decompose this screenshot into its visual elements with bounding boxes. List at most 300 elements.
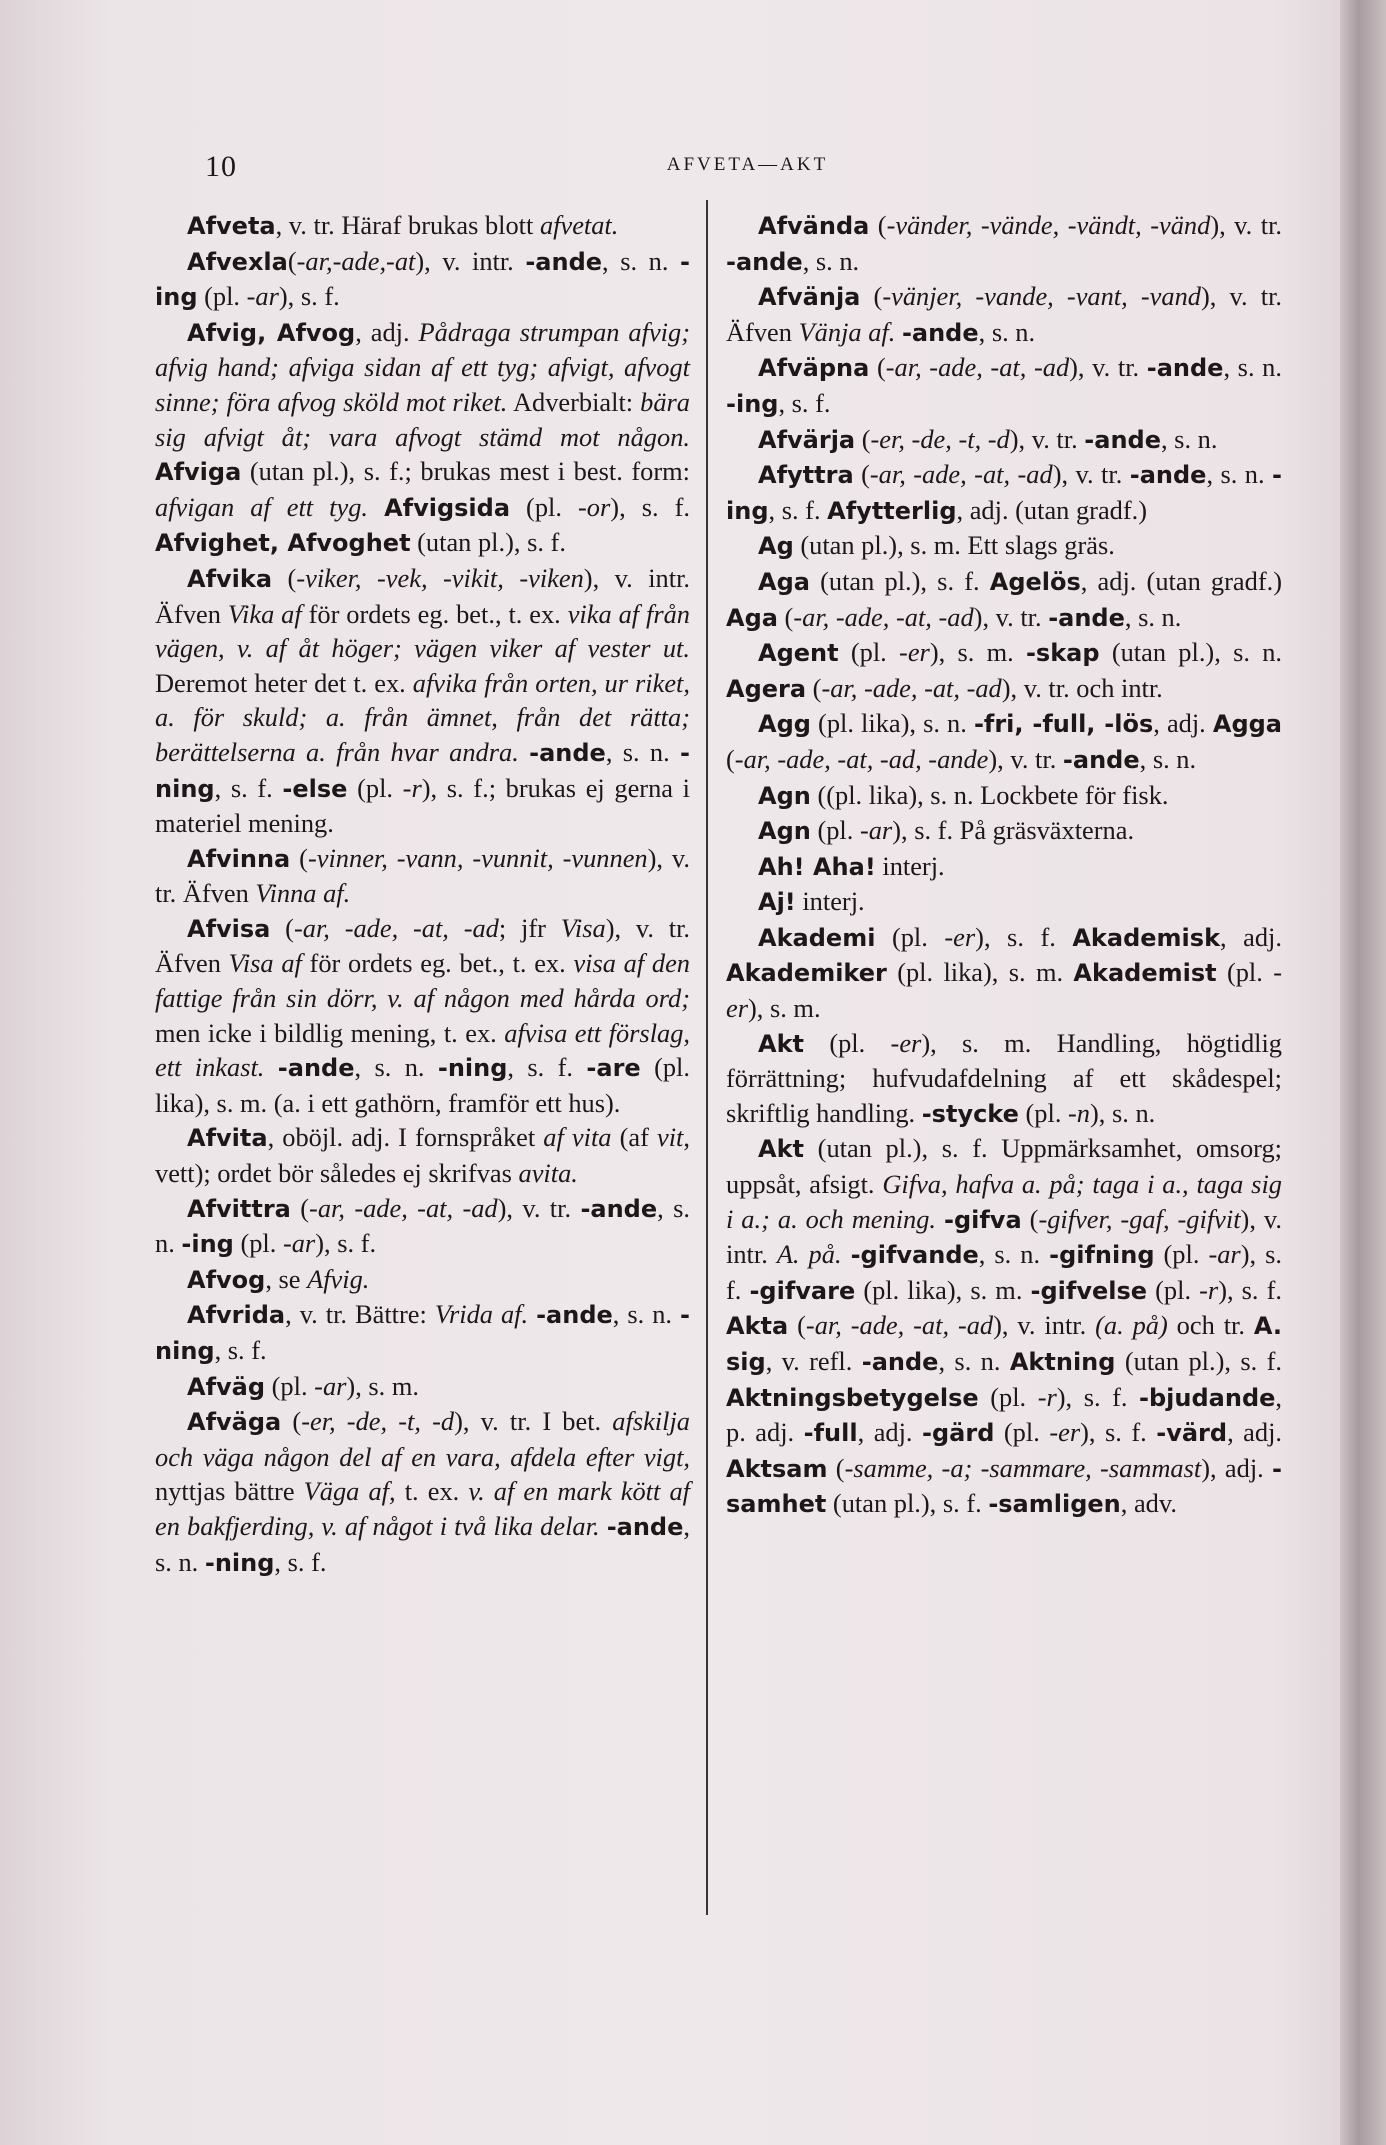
entry-text: , adj. xyxy=(1220,921,1282,952)
italic-text: -r xyxy=(1037,1381,1057,1412)
entry-text: (pl. xyxy=(875,921,945,952)
entry-text xyxy=(264,1052,277,1082)
entry-text: ), s. f. xyxy=(315,1228,377,1259)
headword: Aktning xyxy=(1009,1348,1116,1376)
entry-text xyxy=(368,492,384,522)
headword: Afveta xyxy=(187,212,276,240)
headword: -ande xyxy=(1084,425,1161,454)
entry-text: , s. f. xyxy=(214,772,283,803)
entry-text: , s. n. xyxy=(354,1052,438,1083)
dictionary-entry xyxy=(726,457,1282,528)
headword: Afvärja xyxy=(758,425,856,454)
entry-text: ; jfr xyxy=(498,912,561,943)
headword: -ning xyxy=(155,1301,690,1365)
entry-text: ( xyxy=(855,423,871,454)
italic-text: -er, -de, -t, -d xyxy=(301,1406,455,1437)
italic-text: -ar, -ade, -at, -ad xyxy=(821,672,1002,703)
entry-text: ( xyxy=(869,352,886,383)
headword: -ande xyxy=(1048,603,1125,632)
entry-text: ( xyxy=(806,672,822,703)
entry-text: ), v. tr. och intr. xyxy=(1001,672,1163,703)
entry-text: , s. n. xyxy=(1160,423,1218,454)
entry-text: t. ex. xyxy=(395,1476,469,1507)
page-edge-shadow xyxy=(1340,0,1386,2145)
entry-text: , adj. (utan gradf.) xyxy=(1080,565,1282,596)
entry-text: (utan pl.), s. f. xyxy=(410,527,566,558)
entry-text: , s. f. xyxy=(507,1052,587,1083)
italic-text: -ar, -ade, -at, -ad xyxy=(293,912,499,943)
dictionary-entry xyxy=(155,1262,690,1298)
entry-text: (pl. lika), s. m. xyxy=(855,1274,1031,1305)
dictionary-entry xyxy=(726,849,1282,885)
headword: Akta xyxy=(726,1312,789,1341)
entry-text: ), v. tr. Äfven xyxy=(155,912,691,979)
headword: Agelös xyxy=(989,567,1081,596)
entry-text: ( xyxy=(287,245,297,276)
entry-text: (pl. xyxy=(1154,1239,1209,1270)
entry-text: , s. n. xyxy=(938,1346,1010,1376)
headword: Aga xyxy=(726,603,778,632)
italic-text: -n xyxy=(1068,1097,1090,1128)
dictionary-entry xyxy=(726,528,1282,564)
entry-text: ), v. tr. xyxy=(988,743,1063,774)
entry-text: ), v. tr. xyxy=(973,601,1049,632)
headword: A. sig xyxy=(726,1312,1283,1376)
dictionary-entry xyxy=(726,706,1282,777)
headword: Aga xyxy=(758,567,810,596)
headword: -ing xyxy=(155,247,690,312)
italic-text: -ar, -ade, -at, -ad xyxy=(805,1310,994,1341)
dictionary-entry xyxy=(155,1404,690,1580)
italic-text: -er xyxy=(944,921,976,952)
entry-text: (utan pl.), s. f.; brukas mest i best. form: xyxy=(241,456,690,487)
headword: -gifvare xyxy=(749,1276,856,1305)
italic-text: -er xyxy=(890,1027,922,1058)
entry-text: (af xyxy=(611,1122,657,1153)
headword: Agga xyxy=(1212,710,1283,739)
entry-text: , s. n. xyxy=(612,1299,681,1330)
entry-text: (utan pl.), s. m. Ett slags gräs. xyxy=(793,530,1115,561)
entry-text: (pl. xyxy=(838,637,900,668)
entry-text: (pl. xyxy=(1216,957,1274,988)
italic-text: avita. xyxy=(518,1158,578,1189)
headword: -ande xyxy=(901,318,979,347)
entry-text: (pl. xyxy=(804,1027,891,1058)
entry-text: (pl. xyxy=(347,772,403,803)
entry-text: , s. n. xyxy=(1223,352,1282,383)
headword: Agent xyxy=(758,639,839,668)
entry-text: , s. n. xyxy=(1206,459,1273,490)
headword: Ah! Aha! xyxy=(758,852,876,881)
italic-text: Vika af xyxy=(227,598,302,629)
entry-text: ), s. f. På gräsväxterna. xyxy=(892,815,1135,846)
headword: Akademist xyxy=(1073,959,1217,988)
entry-text: ( xyxy=(827,1452,845,1483)
italic-text: -er xyxy=(899,637,930,668)
italic-text: -ar, -ade, -at, -ad xyxy=(869,459,1053,490)
entry-text: ), s. f. xyxy=(1080,1417,1157,1448)
entry-text: ), adj. xyxy=(1201,1452,1273,1483)
entry-text: ), s. f.; brukas ej gerna i materiel mening. xyxy=(155,772,690,839)
entry-text: ), s. m. xyxy=(747,993,821,1024)
headword: -ing xyxy=(181,1230,234,1259)
italic-text: Gifva, hafva a. på; taga i a., taga sig i a.; a. och mening. xyxy=(726,1169,1282,1234)
entry-text: ( xyxy=(777,601,794,632)
italic-text: vit xyxy=(656,1122,684,1153)
headword: Agn xyxy=(758,817,811,846)
headword: -ning xyxy=(437,1054,508,1083)
headword: -samhet xyxy=(726,1454,1282,1519)
headword: -ande xyxy=(726,247,803,276)
headword: Akademi xyxy=(758,923,876,952)
entry-text: ), v. tr. Äfven xyxy=(726,281,1283,347)
entry-text: ), s. m. xyxy=(346,1370,419,1401)
entry-text: (pl. lika), s. m. (a. i ett gathörn, framför ett hus). xyxy=(155,1052,690,1118)
dictionary-entry xyxy=(155,208,690,244)
italic-text: Väga af, xyxy=(303,1476,396,1507)
entry-text: (pl. xyxy=(197,281,247,312)
headword: -ande xyxy=(861,1348,939,1376)
headword: -skap xyxy=(1025,639,1100,668)
headword: Afvända xyxy=(758,212,870,240)
dictionary-entry xyxy=(726,635,1282,706)
italic-text: afvetat. xyxy=(539,210,619,240)
entry-text: interj. xyxy=(795,886,865,917)
entry-text: ), v. tr. xyxy=(1069,352,1147,383)
headword: Akt xyxy=(758,1029,805,1058)
italic-text: -ar xyxy=(859,815,893,846)
headword: Ag xyxy=(758,532,794,561)
entry-text: Deremot heter det t. ex. xyxy=(155,667,413,698)
headword: -ing xyxy=(726,389,779,418)
italic-text: bära sig afvigt åt; vara afvogt stämd mot någon. xyxy=(155,386,690,452)
dictionary-entry xyxy=(155,315,690,561)
italic-text: -vänjer, -vande, -vant, -vand xyxy=(882,281,1201,312)
italic-text: -r xyxy=(1199,1274,1219,1305)
italic-text: -ar, -ade, -at, -ad xyxy=(309,1192,498,1223)
headword: Afvigsida xyxy=(384,493,511,522)
dictionary-entry xyxy=(155,1120,690,1190)
entry-text: ( xyxy=(853,459,870,490)
italic-text: v. af en mark kött af en bakfjerding, v. af något i två lika delar. xyxy=(155,1476,690,1541)
headword: -ande xyxy=(1146,354,1224,383)
dictionary-entry xyxy=(726,1026,1282,1132)
right-column xyxy=(726,208,1282,1522)
italic-text: -ar xyxy=(282,1228,316,1259)
entry-text: (utan pl.), s. f. xyxy=(1115,1346,1282,1376)
headword: Afvisa xyxy=(187,914,271,943)
entry-text: , s. n. xyxy=(802,245,860,276)
entry-text: för ordets eg. bet., t. ex. xyxy=(301,598,568,629)
entry-text: , v. tr. Häraf brukas blott xyxy=(275,210,540,240)
entry-text: ), v. intr. xyxy=(993,1310,1096,1341)
headword: -are xyxy=(586,1054,641,1083)
entry-text: ( xyxy=(860,281,883,312)
headword: Afviga xyxy=(155,458,242,487)
italic-text: vika af från vägen, v. af åt höger; vägen viker af vester ut. xyxy=(155,598,690,664)
dictionary-entry xyxy=(155,561,690,841)
entry-text: (pl. xyxy=(233,1228,283,1259)
entry-text: ), s. f. xyxy=(975,921,1073,952)
dictionary-entry xyxy=(726,208,1282,279)
italic-text: afvika från orten, ur riket, a. för skuld; a. från ämnet, från det rätta; berättelserna a. från hvar andra. xyxy=(155,667,690,767)
entry-text: nyttjas bättre xyxy=(155,1476,304,1507)
headword: Afvittra xyxy=(187,1194,291,1223)
headword: -värd xyxy=(1156,1419,1228,1448)
entry-text xyxy=(895,317,902,347)
italic-text: Pådraga strumpan afvig; afvig hand; afviga sidan af ett tyg; afvigt, afvogt sinne; föra afvog sköld mot riket. xyxy=(155,316,690,417)
headword: -ande xyxy=(1129,461,1207,490)
headword: Akademisk xyxy=(1072,923,1221,952)
headword: -bjudande xyxy=(1139,1383,1276,1412)
entry-text xyxy=(936,1204,944,1234)
italic-text: -viker, -vek, -vikit, -viken xyxy=(296,562,584,593)
entry-text: , s. f. xyxy=(778,387,831,418)
italic-text: Vänja af. xyxy=(798,316,896,347)
italic-text: -ar, -ade, -at, -ad xyxy=(885,352,1070,383)
headword: -ande xyxy=(536,1301,613,1330)
running-head: AFVETA—AKT xyxy=(666,154,829,175)
headword: Akt xyxy=(758,1135,805,1164)
entry-text: , s. n. xyxy=(602,245,681,276)
entry-text: , adj. xyxy=(857,1417,923,1448)
entry-text: ), s. f. xyxy=(1218,1274,1282,1305)
headword: -stycke xyxy=(921,1099,1019,1128)
italic-text: -vänder, -vände, -vändt, -vänd xyxy=(886,210,1211,240)
headword: Afytterlig xyxy=(827,496,957,525)
entry-text: (utan pl.), s. f. xyxy=(826,1488,989,1519)
dictionary-entry xyxy=(726,884,1282,920)
headword: -ande xyxy=(525,247,603,276)
italic-text: Visa af xyxy=(228,948,302,979)
headword: Afväpna xyxy=(758,354,870,383)
headword: Afväga xyxy=(187,1408,282,1437)
headword: Agn xyxy=(758,781,811,810)
entry-text xyxy=(528,1299,536,1329)
entry-text: ), v. intr. xyxy=(415,245,526,276)
dictionary-entry xyxy=(155,841,690,911)
entry-text: , s. n. xyxy=(155,1192,690,1259)
entry-text: ), v. tr. xyxy=(1052,459,1130,490)
entry-text: ), v. tr. Äfven xyxy=(155,842,690,909)
entry-text: , s. n. xyxy=(1139,743,1197,774)
column-divider xyxy=(706,200,708,1915)
entry-text: , vett); ordet bör således ej skrifvas xyxy=(155,1122,690,1189)
headword: Afvita xyxy=(187,1124,268,1153)
italic-text: -er xyxy=(726,957,1282,1024)
italic-text: -ar, -ade, -at, -ad xyxy=(793,601,974,632)
dictionary-entry xyxy=(726,920,1282,1026)
dictionary-entry xyxy=(155,1297,690,1368)
entry-text: Adverbialt: xyxy=(507,386,641,417)
entry-text: ), s. f. xyxy=(1056,1381,1140,1412)
page-header xyxy=(205,148,1290,188)
entry-text: (pl. xyxy=(510,491,579,522)
dictionary-entry xyxy=(726,279,1282,350)
entry-text: (pl. xyxy=(978,1381,1038,1412)
italic-text: -ar, -ade, -at, -ad, -ande xyxy=(734,743,989,774)
entry-text: (utan pl.), s. f. xyxy=(809,565,990,596)
entry-text: , s. f. xyxy=(274,1546,327,1577)
italic-text: -ar xyxy=(246,281,279,312)
entry-text: ), v. intr. xyxy=(726,1203,1282,1270)
dictionary-entry xyxy=(155,1369,690,1405)
entry-text: men icke i bildlig mening, t. ex. xyxy=(155,1017,505,1048)
entry-text: , s. n. xyxy=(978,316,1036,347)
entry-text: ( xyxy=(272,562,297,593)
entry-text: ( xyxy=(1021,1203,1039,1234)
entry-text: (pl. xyxy=(1018,1097,1069,1128)
entry-text: ), s. f. xyxy=(278,281,340,312)
entry-text: , s. n. xyxy=(978,1239,1050,1270)
entry-text: ( xyxy=(290,842,308,873)
headword: -gärd xyxy=(922,1419,995,1448)
headword: Afvika xyxy=(187,564,273,593)
dictionary-entry xyxy=(726,778,1282,814)
entry-text: , adv. xyxy=(1120,1488,1177,1519)
headword: Afvighet, Afvoghet xyxy=(155,529,411,558)
entry-text: ), v. tr. xyxy=(1009,423,1085,454)
entry-text: , s. n. xyxy=(1124,601,1182,632)
italic-text: afvisa ett förslag, ett inkast. xyxy=(155,1017,691,1083)
headword: -ande xyxy=(606,1512,684,1541)
headword: Afvig, Afvog xyxy=(187,318,356,347)
entry-text: ), v. tr. xyxy=(1210,210,1283,240)
entry-text: , v. refl. xyxy=(765,1346,862,1376)
italic-text: -ar xyxy=(1208,1239,1241,1270)
entry-text: (utan pl.), s. n. xyxy=(1099,637,1282,668)
entry-text: ( xyxy=(869,210,887,240)
entry-text: , se xyxy=(265,1263,308,1294)
italic-text: A. på. xyxy=(776,1239,842,1270)
entry-text: (pl. lika), s. m. xyxy=(886,957,1074,988)
italic-text: -er, -de, -t, -d xyxy=(870,423,1010,454)
entry-text: ), s. m. Handling, högtidlig förrättning; hufvudafdelning af ett skådespel; skriftlig handling. xyxy=(726,1027,1283,1128)
headword: -full xyxy=(803,1419,858,1448)
entry-text: , adj. xyxy=(1153,708,1213,739)
left-column xyxy=(155,208,690,1580)
headword: Agera xyxy=(726,674,807,703)
italic-text: -samme, -a; -sammare, -sammast xyxy=(844,1452,1202,1483)
entry-text: (pl. xyxy=(994,1417,1050,1448)
entry-text: , s. f. xyxy=(214,1335,267,1365)
headword: Afvrida xyxy=(187,1301,286,1330)
italic-text: -ar,-ade,-at xyxy=(296,245,416,276)
italic-text: Vinna af. xyxy=(255,878,351,909)
italic-text: -r xyxy=(402,772,422,803)
entry-text: , v. tr. Bättre: xyxy=(285,1299,435,1330)
entry-text: ( xyxy=(788,1310,806,1341)
entry-text: ), v. intr. Äfven xyxy=(155,562,691,629)
headword: Akademiker xyxy=(726,959,887,988)
entry-text: för ordets eg. bet., t. ex. xyxy=(301,948,574,979)
headword: -fri, -full, -lös xyxy=(973,710,1154,739)
headword: -ande xyxy=(277,1054,355,1083)
entry-text: , s. f. xyxy=(768,494,828,525)
entry-text: ((pl. lika), s. n. Lockbete för fisk. xyxy=(810,779,1169,810)
headword: -ande xyxy=(1062,745,1140,774)
headword: Agg xyxy=(758,710,811,739)
entry-text: interj. xyxy=(875,850,945,881)
dictionary-entry xyxy=(155,911,690,1121)
entry-text: , p. adj. xyxy=(726,1381,1283,1448)
headword: Afvog xyxy=(187,1265,266,1294)
entry-text: , oböjl. adj. I fornspråket xyxy=(267,1122,544,1153)
entry-text: , adj. xyxy=(1227,1417,1282,1448)
headword: Aj! xyxy=(758,888,796,917)
entry-text xyxy=(519,737,529,767)
entry-text: , s. n. xyxy=(155,1510,690,1577)
italic-text: Vrida af. xyxy=(434,1299,529,1330)
headword: -ande xyxy=(580,1194,658,1223)
dictionary-entry xyxy=(726,813,1282,849)
entry-text: ), s. f. xyxy=(726,1239,1282,1305)
italic-text: (a. på) xyxy=(1095,1310,1168,1341)
entry-text: ( xyxy=(290,1192,310,1223)
entry-text: och tr. xyxy=(1167,1310,1254,1341)
headword: -gifvande xyxy=(850,1241,979,1270)
headword: Afvänja xyxy=(758,283,861,312)
headword: -ning xyxy=(204,1548,275,1577)
entry-text: ( xyxy=(281,1406,302,1437)
italic-text: -gifver, -gaf, -gifvit xyxy=(1038,1203,1241,1234)
headword: Afvinna xyxy=(187,844,291,873)
entry-text: ( xyxy=(726,743,735,774)
dictionary-entry xyxy=(726,564,1282,635)
dictionary-entry xyxy=(726,350,1282,421)
italic-text: -ar xyxy=(314,1370,347,1401)
italic-text: Afvig. xyxy=(307,1263,370,1294)
entry-text: ), v. tr. xyxy=(497,1192,581,1223)
page-number: 10 xyxy=(205,150,237,183)
italic-text: afvigan af ett tyg. xyxy=(155,491,369,522)
entry-text: (pl. xyxy=(810,815,860,846)
dictionary-entry xyxy=(155,1191,690,1262)
entry-text: (utan pl.), s. f. Uppmärksamhet, omsorg; uppsåt, afsigt. xyxy=(726,1133,1282,1200)
headword: Afväg xyxy=(187,1372,266,1401)
entry-text: , adj. xyxy=(355,316,419,347)
dictionary-entry xyxy=(726,422,1282,458)
entry-text: (pl. xyxy=(265,1370,315,1401)
italic-text: -or xyxy=(578,491,611,522)
entry-text: ( xyxy=(270,912,294,943)
headword: Afyttra xyxy=(758,461,854,490)
headword: Aktningsbetygelse xyxy=(726,1383,979,1412)
dictionary-entry xyxy=(155,244,690,315)
entry-text: , adj. (utan gradf.) xyxy=(956,494,1148,525)
headword: -gifva xyxy=(944,1205,1022,1234)
entry-text xyxy=(842,1239,851,1269)
dictionary-entry xyxy=(726,1131,1282,1522)
entry-text xyxy=(600,1511,607,1541)
headword: Afvexla xyxy=(187,247,288,276)
entry-text: ), s. n. xyxy=(1090,1097,1156,1128)
entry-text: (pl. lika), s. n. xyxy=(810,708,974,739)
headword: -gifning xyxy=(1049,1241,1155,1270)
headword: -samligen xyxy=(988,1490,1121,1519)
italic-text: -er xyxy=(1049,1417,1081,1448)
italic-text: -vinner, -vann, -vunnit, -vunnen xyxy=(307,842,648,873)
entry-text: ), v. tr. I bet. xyxy=(454,1406,613,1437)
headword: -ing xyxy=(726,461,1282,525)
headword: -ande xyxy=(529,738,606,767)
entry-text: (pl. xyxy=(1147,1274,1200,1305)
entry-text: , s. n. xyxy=(605,736,681,767)
italic-text: af vita xyxy=(543,1122,612,1153)
headword: -else xyxy=(282,774,348,803)
entry-text: ), s. m. xyxy=(929,637,1026,668)
headword: Aktsam xyxy=(726,1454,828,1483)
